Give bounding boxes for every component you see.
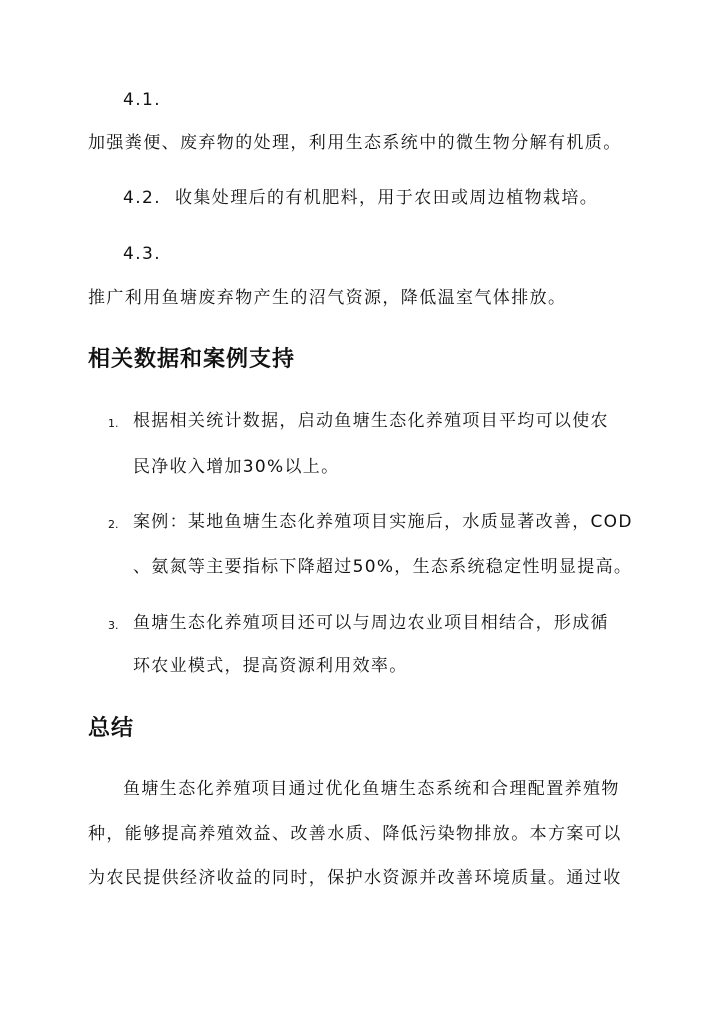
step-4-2-text: 收集处理后的有机肥料，用于农田或周边植物栽培。 xyxy=(175,188,599,208)
step-4-1-label: 4.1. xyxy=(123,90,162,110)
list-item-2-line-2: 、氨氮等主要指标下降超过50%，生态系统稳定性明显提高。 xyxy=(133,557,633,577)
step-4-1-text: 加强粪便、废弃物的处理，利用生态系统中的微生物分解有机质。 xyxy=(88,133,622,153)
summary-line-1: 鱼塘生态化养殖项目通过优化鱼塘生态系统和合理配置养殖物 xyxy=(123,779,620,799)
list-item-number: 3. xyxy=(108,619,119,632)
list-item-1-line-2: 民净收入增加30%以上。 xyxy=(133,457,340,477)
list-item-3-line-1: 鱼塘生态化养殖项目还可以与周边农业项目相结合，形成循 xyxy=(133,613,609,633)
summary-line-3: 为农民提供经济收益的同时，保护水资源并改善环境质量。通过收 xyxy=(88,868,622,888)
step-4-3-label: 4.3. xyxy=(123,244,162,264)
summary-line-2: 种，能够提高养殖效益、改善水质、降低污染物排放。本方案可以 xyxy=(88,824,622,844)
step-4-2-label: 4.2. xyxy=(123,188,162,208)
list-item-3-line-2: 环农业模式，提高资源利用效率。 xyxy=(133,656,408,676)
section-heading-summary: 总结 xyxy=(88,716,135,741)
section-heading-data: 相关数据和案例支持 xyxy=(88,347,296,372)
list-item-1-line-1: 根据相关统计数据，启动鱼塘生态化养殖项目平均可以使农 xyxy=(133,411,609,431)
list-item-number: 1. xyxy=(108,417,119,430)
step-4-3-text: 推广利用鱼塘废弃物产生的沼气资源，降低温室气体排放。 xyxy=(88,288,567,308)
step-4-2 xyxy=(123,186,598,210)
list-item-2-line-1: 案例：某地鱼塘生态化养殖项目实施后，水质显著改善，COD xyxy=(133,512,633,532)
list-item-number: 2. xyxy=(108,518,119,531)
